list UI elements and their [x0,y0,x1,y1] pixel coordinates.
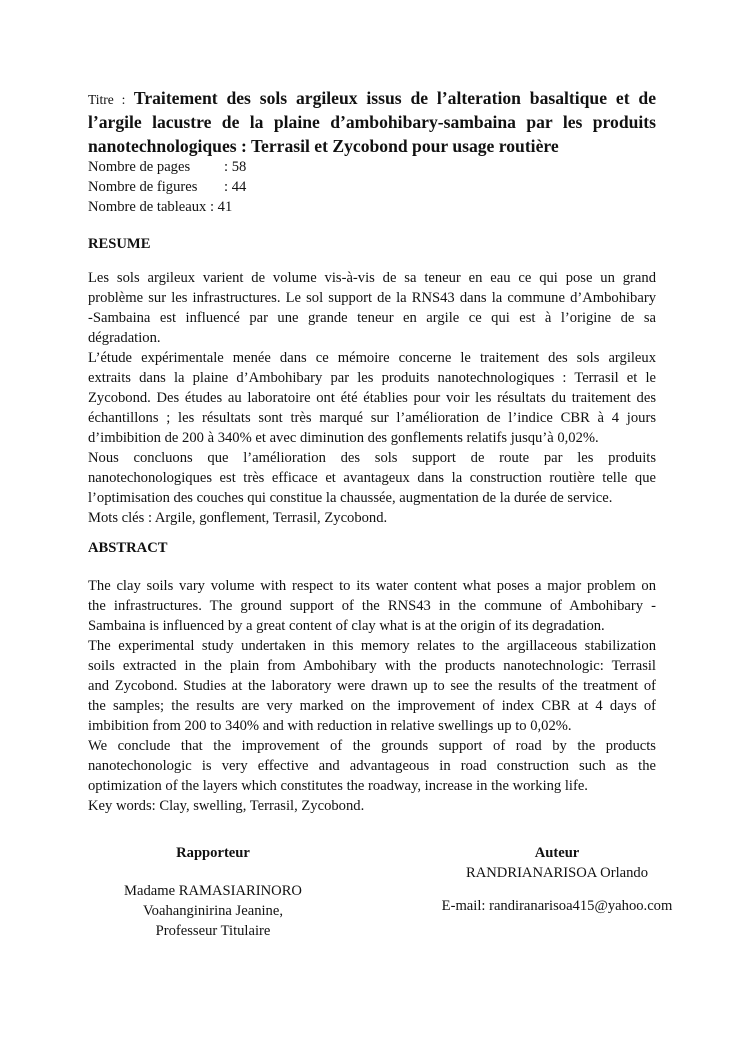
resume-body [88,268,656,528]
title-label: Titre : [88,92,126,107]
auteur-email: E-mail: randiranarisoa415@yahoo.com [441,898,673,914]
resume-line: Zycobond. Des études au laboratoire ont été établies pour voir les résultats du traitement des [88,390,656,406]
abstract-line: soils extracted in the plain from Ambohibary with the products nanotechnologic: Terrasil [88,658,656,674]
document-metadata [88,157,246,217]
abstract-line: imbibition from 200 to 340% and with reduction in relative swellings up to 0,02%. [88,718,572,734]
meta-tables: Nombre de tableaux : 41 [88,199,233,215]
resume-line: échantillons ; les résultats sont très marqué sur l’amélioration de l’indice CBR à 4 jours [88,410,656,426]
title-line: l’argile lacustre de la plaine d’ambohibary-sambaina par les produits [88,112,656,132]
abstract-line: Key words: Clay, swelling, Terrasil, Zycobond. [88,798,365,814]
resume-line: Mots clés : Argile, gonflement, Terrasil, Zycobond. [88,510,388,526]
auteur-name: RANDRIANARISOA Orlando [465,865,648,881]
resume-line: nanotechonologiques est très efficace et avantageux dans la construction routière telle que [88,470,656,486]
meta-figures: Nombre de figures : 44 [88,179,247,195]
abstract-body [88,576,656,816]
resume-line: L’étude expérimentale menée dans ce mémoire concerne le traitement des sols argileux [88,350,656,366]
title-line: nanotechnologiques : Terrasil et Zycobond pour usage routière [88,136,559,156]
resume-line: dégradation. [88,330,161,346]
abstract-line: nanotechonologic is very effective and advantageous in road construction such as the [88,758,656,774]
rapporteur-name: Madame RAMASIARINORO [124,883,302,899]
document-title [88,86,656,158]
abstract-line: The clay soils vary volume with respect to its water content what poses a major problem on [88,578,656,594]
abstract-line: the samples; the results are very marked on the improvement of index CBR at 4 days of [88,698,656,714]
resume-line: extraits dans la plaine d’Ambohibary par les produits nanotechnologiques : Terrasil et le [88,370,656,386]
resume-line: d’imbibition de 200 à 340% et avec diminution des gonflements relatifs jusqu’à 0,02%. [88,430,599,446]
resume-line: problème sur les infrastructures. Le sol support de la RNS43 dans la commune d’Ambohibary [88,290,656,306]
abstract-line: optimization of the layers which constitutes the roadway, increase in the working life. [88,778,588,794]
rapporteur-name-2: Voahanginirina Jeanine, [143,903,283,919]
abstract-heading: ABSTRACT [88,540,168,556]
abstract-line: Sambaina is influenced by a great content of clay what is at the origin of its degradation. [88,618,605,634]
auteur-block [430,843,684,916]
resume-line: l’optimisation des couches qui constitue la chaussée, augmentation de la durée de service. [88,490,613,506]
resume-line: Les sols argileux varient de volume vis-à-vis de sa teneur en eau ce qui pose un grand [88,270,656,286]
rapporteur-heading: Rapporteur [176,845,250,861]
title-line: Traitement des sols argileux issus de l’alteration basaltique et de [133,88,656,108]
meta-pages: Nombre de pages : 58 [88,159,247,175]
abstract-line: and Zycobond. Studies at the laboratory were drawn up to see the results of the treatment of [88,678,656,694]
resume-line: -Sambaina est influencé par une grande teneur en argile ce qui est à l’origine de sa [88,310,656,326]
rapporteur-title: Professeur Titulaire [155,923,271,939]
auteur-heading: Auteur [534,845,580,861]
resume-heading: RESUME [88,236,151,252]
resume-line: Nous concluons que l’amélioration des sols support de route par les produits [88,450,656,466]
abstract-line: the infrastructures. The ground support of the RNS43 in the commune of Ambohibary - [88,598,656,614]
rapporteur-block [100,843,326,941]
abstract-line: We conclude that the improvement of the grounds support of road by the products [88,738,656,754]
abstract-line: The experimental study undertaken in this memory relates to the argillaceous stabilization [88,638,656,654]
